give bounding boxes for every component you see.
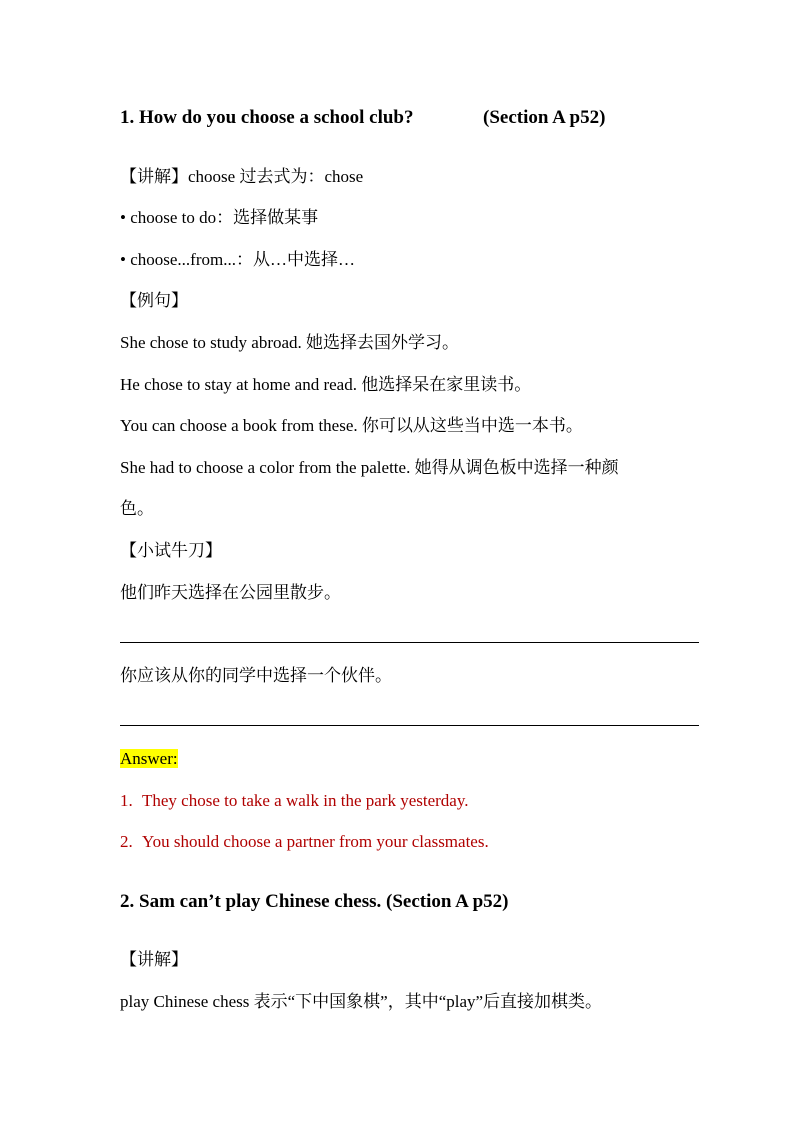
example-sentence-continued: 色。 <box>120 499 154 518</box>
section2-heading: 2. Sam can’t play Chinese chess. (Section A p52) <box>120 891 509 912</box>
answer-blank-line <box>120 642 699 643</box>
section1-explain: 【讲解】choose 过去式为：chose <box>120 167 364 186</box>
practice-prompt: 你应该从你的同学中选择一个伙伴。 <box>120 666 392 685</box>
section2-explain-label: 【讲解】 <box>120 950 188 969</box>
answer-label-row <box>120 749 178 769</box>
answer-text: They chose to take a walk in the park yesterday. <box>142 791 469 810</box>
answer-number: 1. <box>120 791 133 810</box>
section1-source: (Section A p52) <box>483 107 606 128</box>
examples-label: 【例句】 <box>120 291 188 310</box>
answer-label: Answer: <box>120 749 178 768</box>
practice-prompt: 他们昨天选择在公园里散步。 <box>120 583 341 602</box>
section1-heading <box>120 106 606 130</box>
section2-explain-text: play Chinese chess 表示“下中国象棋”，其中“play”后直接加棋类。 <box>120 992 603 1011</box>
answer-item <box>120 832 489 852</box>
section1-title: 1. How do you choose a school club? <box>120 107 414 128</box>
answer-item <box>120 791 469 811</box>
bullet-choose-from: • choose...from...：从…中选择… <box>120 250 355 269</box>
bullet-choose-to-do: • choose to do：选择做某事 <box>120 208 319 227</box>
answer-text: You should choose a partner from your classmates. <box>142 832 489 851</box>
example-sentence: He chose to stay at home and read. 他选择呆在家里读书。 <box>120 375 532 394</box>
practice-label: 【小试牛刀】 <box>120 541 222 560</box>
example-sentence: She had to choose a color from the palette. 她得从调色板中选择一种颜 <box>120 458 619 477</box>
answer-number: 2. <box>120 832 133 851</box>
example-sentence: She chose to study abroad. 她选择去国外学习。 <box>120 333 460 352</box>
example-sentence: You can choose a book from these. 你可以从这些当中选一本书。 <box>120 416 583 435</box>
answer-blank-line <box>120 725 699 726</box>
